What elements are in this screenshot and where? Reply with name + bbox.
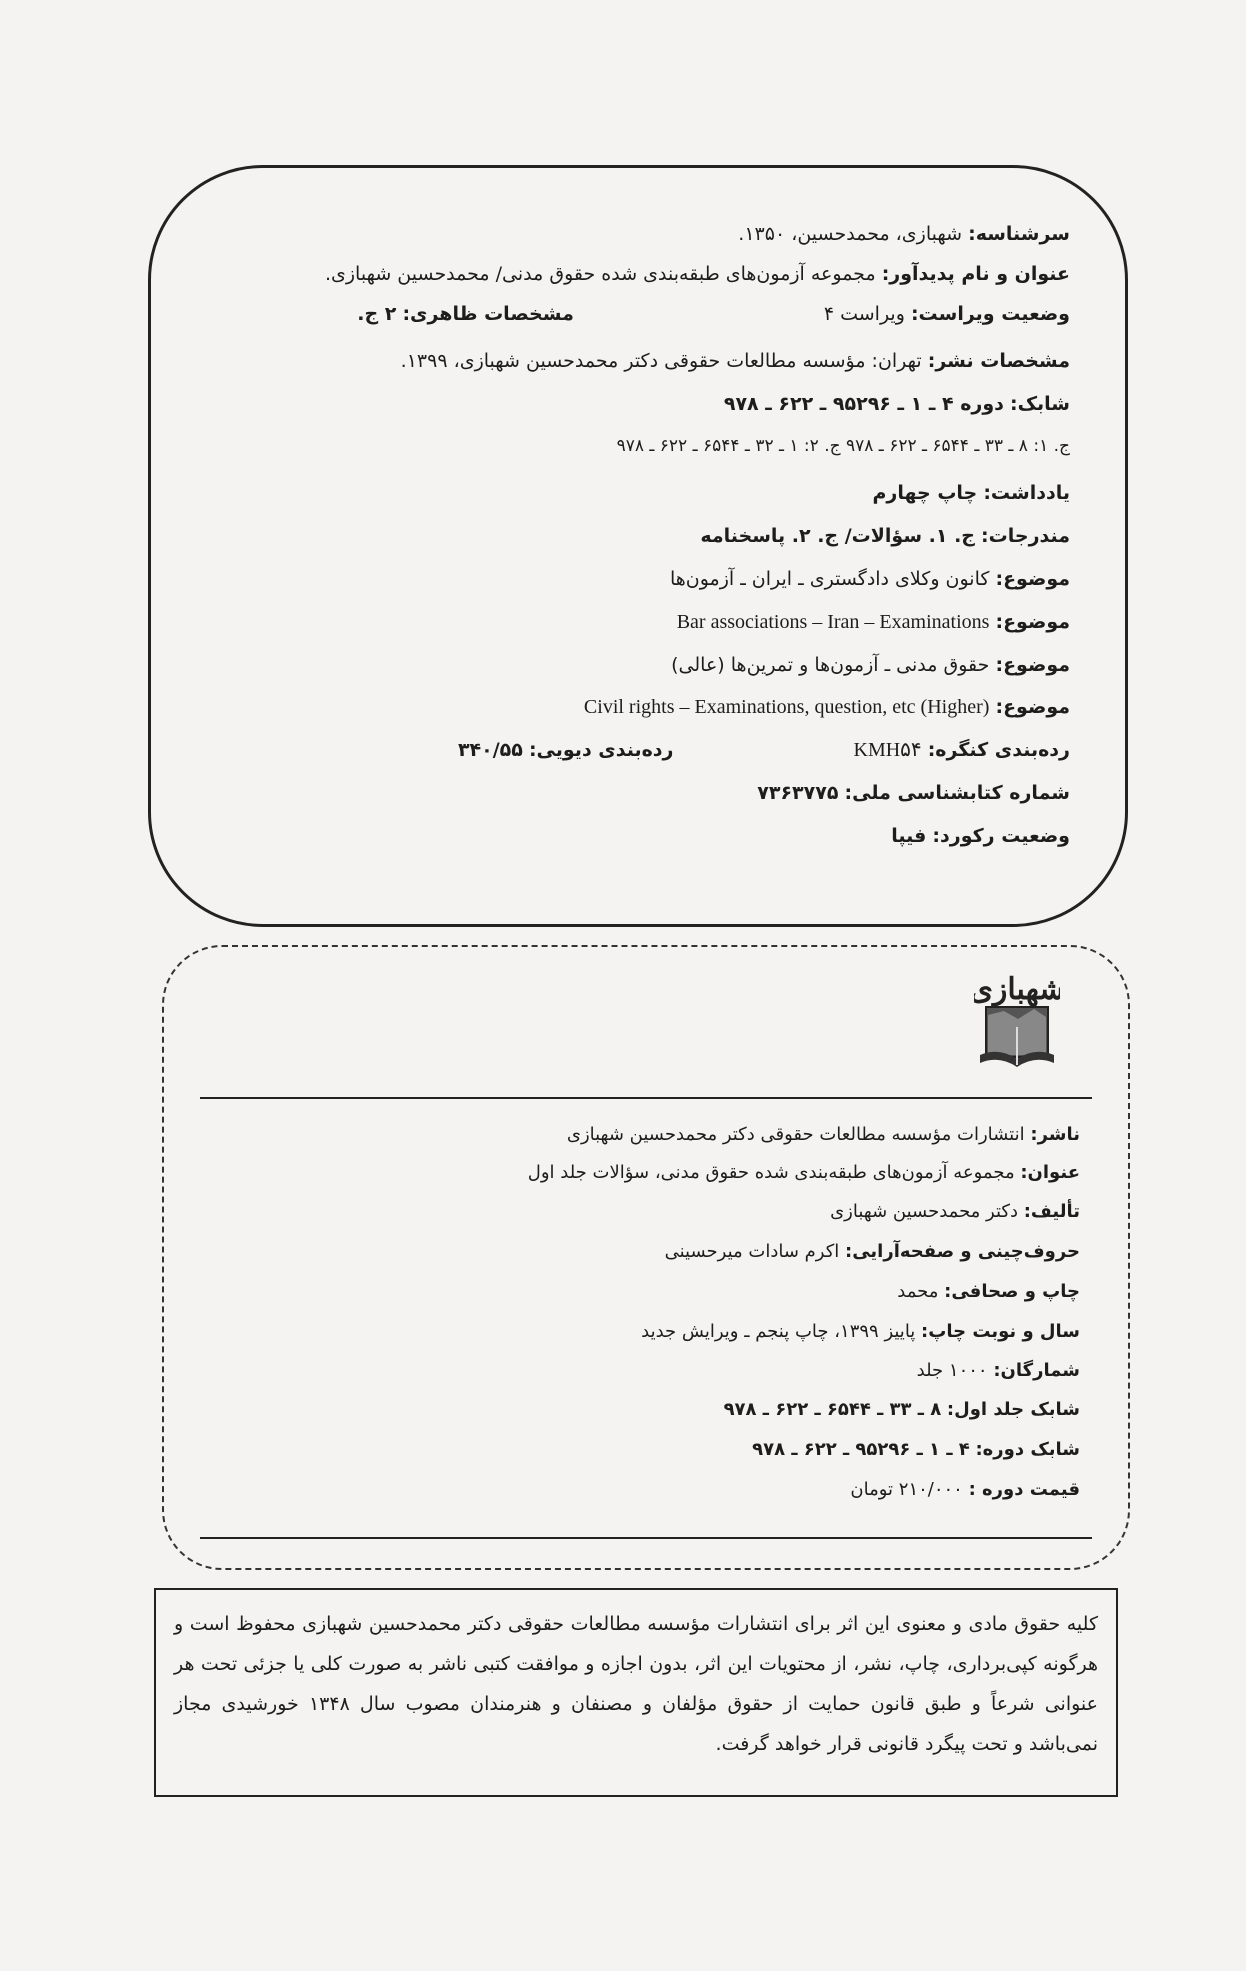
cip-contents: مندرجات: ج. ۱. سؤالات/ ج. ۲. پاسخنامه bbox=[700, 525, 1070, 547]
top-rule bbox=[200, 1097, 1092, 1099]
pub-print-run: شمارگان: ۱۰۰۰ جلد bbox=[916, 1360, 1080, 1381]
bottom-rule bbox=[200, 1537, 1092, 1539]
cip-main-entry: سرشناسه: شهبازی، محمدحسین، ۱۳۵۰. bbox=[738, 223, 1070, 245]
cip-note: یادداشت: چاپ چهارم bbox=[872, 482, 1070, 504]
copyright-box bbox=[154, 1588, 1118, 1797]
copyright-text: کلیه حقوق مادی و معنوی این اثر برای انتشارات مؤسسه مطالعات حقوقی دکتر محمدحسین شهبازی محفوظ است و هرگونه کپی‌برداری، چاپ، نشر، از محتویات این اثر، بدون اجازه و موافقت کتبی ناشر به صورت کلی یا جزئی تحت هر عنوانی شرعاً و طبق قانون حمایت از حقوق مؤلفان و مصنفان و هنرمندان مصوب سال ۱۳۴۸ خورشیدی مجاز نمی‌باشد و تحت پیگرد قانونی قرار خواهد گرفت. bbox=[174, 1613, 1098, 1755]
pub-publisher: ناشر: انتشارات مؤسسه مطالعات حقوقی دکتر محمدحسین شهبازی bbox=[566, 1124, 1080, 1145]
cip-isbn: شابک: دوره ۴ ـ ۱ ـ ۹۵۲۹۶ ـ ۶۲۲ ـ ۹۷۸ bbox=[723, 393, 1070, 415]
pub-edition: سال و نوبت چاپ: پاییز ۱۳۹۹، چاپ پنجم ـ ویرایش جدید bbox=[641, 1321, 1080, 1342]
pub-isbn-vol1: شابک جلد اول: ۸ ـ ۳۳ ـ ۶۵۴۴ ـ ۶۲۲ ـ ۹۷۸ bbox=[723, 1399, 1080, 1420]
book-icon bbox=[974, 967, 1060, 1072]
cip-subject-2: موضوع: Bar associations – Iran – Examinations bbox=[676, 611, 1070, 633]
publisher-box bbox=[162, 945, 1130, 1570]
pub-isbn-set: شابک دوره: ۴ ـ ۱ ـ ۹۵۲۹۶ ـ ۶۲۲ ـ ۹۷۸ bbox=[752, 1439, 1080, 1460]
cip-title: عنوان و نام پدیدآور: مجموعه آزمون‌های طبقه‌بندی شده حقوق مدنی/ محمدحسین شهبازی. bbox=[324, 263, 1070, 285]
publisher-logo bbox=[974, 967, 1060, 1072]
cip-isbn-volumes: ج. ۱: ۸ ـ ۳۳ ـ ۶۵۴۴ ـ ۶۲۲ ـ ۹۷۸ ج. ۲: ۱ ـ ۳۲ ـ ۶۵۴۴ ـ ۶۲۲ ـ ۹۷۸ bbox=[616, 436, 1070, 456]
cataloguing-box bbox=[148, 165, 1128, 927]
cip-record-status: وضعیت رکورد: فیپا bbox=[891, 825, 1070, 847]
pub-author: تألیف: دکتر محمدحسین شهبازی bbox=[830, 1201, 1080, 1222]
pub-title: عنوان: مجموعه آزمون‌های طبقه‌بندی شده حقوق مدنی، سؤالات جلد اول bbox=[527, 1162, 1080, 1183]
cip-publication: مشخصات نشر: تهران: مؤسسه مطالعات حقوقی دکتر محمدحسین شهبازی، ۱۳۹۹. bbox=[400, 350, 1070, 372]
pub-price: قیمت دوره : ۲۱۰/۰۰۰ تومان bbox=[850, 1479, 1080, 1500]
svg-text:شهبازی: شهبازی bbox=[974, 972, 1060, 1007]
cip-edition: وضعیت ویراست: ویراست ۴ مشخصات ظاهری: ۲ ج. bbox=[357, 303, 1070, 325]
pub-typesetting: حروف‌چینی و صفحه‌آرایی: اکرم سادات میرحسینی bbox=[664, 1241, 1080, 1262]
cip-classification: رده‌بندی کنگره: KMH۵۴ رده‌بندی دیویی: ۳۴۰/۵۵ bbox=[457, 739, 1070, 761]
cip-subject-1: موضوع: کانون وکلای دادگستری ـ ایران ـ آزمون‌ها bbox=[669, 568, 1070, 590]
cip-subject-4: موضوع: Civil rights – Examinations, question, etc (Higher) bbox=[583, 696, 1070, 718]
cip-subject-3: موضوع: حقوق مدنی ـ آزمون‌ها و تمرین‌ها (عالی) bbox=[671, 654, 1070, 676]
pub-printing: چاپ و صحافی: محمد bbox=[897, 1281, 1080, 1302]
cip-national-number: شماره کتابشناسی ملی: ۷۳۶۳۷۷۵ bbox=[757, 782, 1070, 804]
